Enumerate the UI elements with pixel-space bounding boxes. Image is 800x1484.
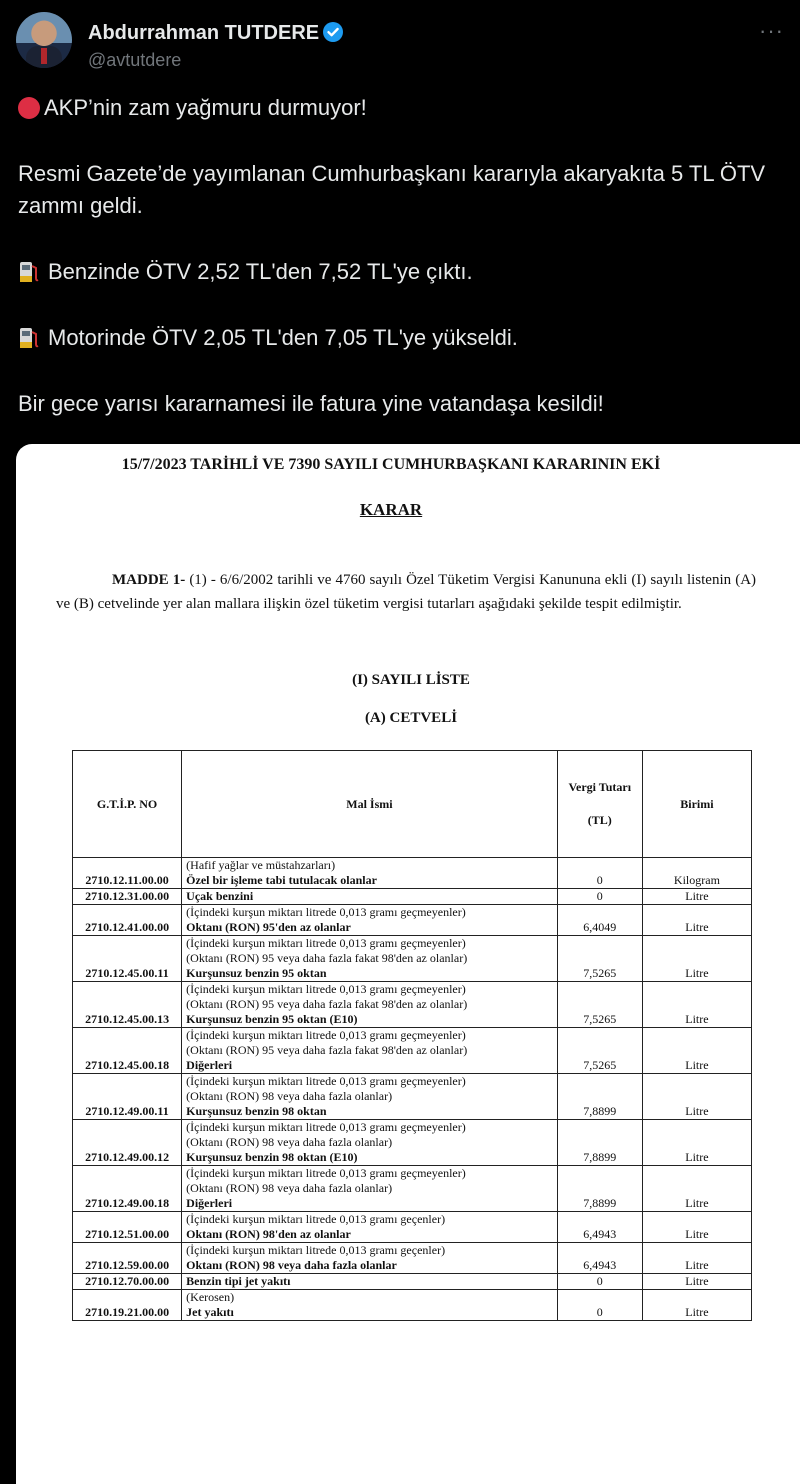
item-name-cell <box>182 1074 558 1120</box>
more-options-icon[interactable]: ··· <box>759 18 784 43</box>
fuel-pump-icon <box>18 326 40 350</box>
author-name[interactable]: Abdurrahman TUTDERE <box>88 22 320 44</box>
item-name: Kurşunsuz benzin 95 oktan <box>186 966 327 980</box>
unit: Litre <box>642 1166 751 1212</box>
avatar-tie <box>41 48 47 64</box>
item-name: Oktanı (RON) 95'den az olanlar <box>186 920 351 934</box>
item-name: Kurşunsuz benzin 98 oktan (E10) <box>186 1150 358 1164</box>
gtip-number: 2710.12.59.00.00 <box>73 1243 182 1274</box>
table-row <box>73 1290 752 1321</box>
tweet-line-3 <box>18 256 788 288</box>
item-subtitle: (İçindeki kurşun miktarı litrede 0,013 gramı geçmeyenler) <box>186 936 466 950</box>
header-birim: Birimi <box>642 751 751 858</box>
tweet-line-5: Bir gece yarısı kararnamesi ile fatura yine vatandaşa kesildi! <box>18 391 604 416</box>
unit: Litre <box>642 1274 751 1290</box>
tweet-line-4-text: Motorinde ÖTV 2,05 TL'den 7,05 TL'ye yükseldi. <box>48 325 518 350</box>
tax-amount: 0 <box>557 1274 642 1290</box>
attached-document-image[interactable] <box>16 444 800 1484</box>
gtip-number: 2710.12.49.00.12 <box>73 1120 182 1166</box>
table-row <box>73 1274 752 1290</box>
tax-amount: 7,5265 <box>557 1028 642 1074</box>
item-subtitle: (Oktanı (RON) 98 veya daha fazla olanlar) <box>186 1089 393 1103</box>
item-name: Özel bir işleme tabi tutulacak olanlar <box>186 873 377 887</box>
tax-amount: 7,5265 <box>557 936 642 982</box>
table-row <box>73 1243 752 1274</box>
item-subtitle: (İçindeki kurşun miktarı litrede 0,013 gramı geçmeyenler) <box>186 1166 466 1180</box>
table-row <box>73 1212 752 1243</box>
item-name-cell <box>182 1212 558 1243</box>
item-subtitle: (Oktanı (RON) 95 veya daha fazla fakat 98'den az olanlar) <box>186 951 468 965</box>
gtip-number: 2710.12.45.00.11 <box>73 936 182 982</box>
fuel-pump-icon <box>18 260 40 284</box>
document-title: 15/7/2023 TARİHLİ VE 7390 SAYILI CUMHURBAŞKANI KARARININ EKİ <box>121 456 661 473</box>
item-name-cell <box>182 1120 558 1166</box>
tax-amount: 6,4943 <box>557 1243 642 1274</box>
table-row <box>73 936 752 982</box>
item-subtitle: (Kerosen) <box>186 1290 235 1304</box>
tweet-line-1-text: AKP’nin zam yağmuru durmuyor! <box>44 95 367 120</box>
unit: Litre <box>642 982 751 1028</box>
item-name: Kurşunsuz benzin 95 oktan (E10) <box>186 1012 358 1026</box>
madde-text: (1) - 6/6/2002 tarihli ve 4760 sayılı Özel Tüketim Vergisi Kanununa ekli (I) sayılı listenin (A) ve (B) cetvelinde yer alan mallara ilişkin özel tüketim vergisi tutarları aşağıdaki şekilde tespit edilmiştir. <box>56 572 757 612</box>
item-subtitle: (Oktanı (RON) 98 veya daha fazla olanlar) <box>186 1135 393 1149</box>
item-name: Oktanı (RON) 98 veya daha fazla olanlar <box>186 1258 397 1272</box>
tweet-line-1 <box>18 92 788 124</box>
table-row <box>73 1120 752 1166</box>
document-karar: KARAR <box>359 500 423 519</box>
unit: Litre <box>642 1243 751 1274</box>
item-subtitle: (İçindeki kurşun miktarı litrede 0,013 gramı geçmeyenler) <box>186 1074 466 1088</box>
item-name-cell <box>182 982 558 1028</box>
unit: Litre <box>642 1290 751 1321</box>
tax-amount: 7,8899 <box>557 1120 642 1166</box>
table-header-row <box>73 751 752 858</box>
unit: Litre <box>642 1120 751 1166</box>
item-name-cell <box>182 858 558 889</box>
table-row <box>73 889 752 905</box>
item-name-cell <box>182 905 558 936</box>
header-vergi-line2: (TL) <box>587 813 612 827</box>
item-subtitle: (İçindeki kurşun miktarı litrede 0,013 gramı geçmeyenler) <box>186 982 466 996</box>
gtip-number: 2710.12.51.00.00 <box>73 1212 182 1243</box>
unit: Litre <box>642 936 751 982</box>
table-row <box>73 1028 752 1074</box>
unit: Litre <box>642 889 751 905</box>
header-vergi <box>557 751 642 858</box>
gtip-number: 2710.12.45.00.13 <box>73 982 182 1028</box>
gtip-number: 2710.12.45.00.18 <box>73 1028 182 1074</box>
unit: Kilogram <box>642 858 751 889</box>
gtip-number: 2710.12.70.00.00 <box>73 1274 182 1290</box>
unit: Litre <box>642 1074 751 1120</box>
tweet-line-3-text: Benzinde ÖTV 2,52 TL'den 7,52 TL'ye çıktı. <box>48 259 473 284</box>
tax-amount: 6,4943 <box>557 1212 642 1243</box>
table-row <box>73 905 752 936</box>
tax-amount: 6,4049 <box>557 905 642 936</box>
item-subtitle: (Oktanı (RON) 95 veya daha fazla fakat 98'den az olanlar) <box>186 997 468 1011</box>
tweet-header <box>16 12 784 72</box>
item-subtitle: (Oktanı (RON) 98 veya daha fazla olanlar) <box>186 1181 393 1195</box>
header-vergi-line1: Vergi Tutarı <box>568 780 632 794</box>
unit: Litre <box>642 905 751 936</box>
tax-amount: 0 <box>557 889 642 905</box>
madde-label: MADDE 1- <box>112 572 186 588</box>
tax-amount: 0 <box>557 858 642 889</box>
document-liste: (I) SAYILI LİSTE <box>352 672 470 688</box>
item-subtitle: (Oktanı (RON) 95 veya daha fazla fakat 98'den az olanlar) <box>186 1043 468 1057</box>
tweet-line-4 <box>18 322 788 354</box>
header-gtip: G.T.İ.P. NO <box>73 751 182 858</box>
red-circle-icon <box>18 97 40 119</box>
item-name-cell <box>182 1028 558 1074</box>
unit: Litre <box>642 1028 751 1074</box>
item-name: Jet yakıtı <box>186 1305 234 1319</box>
item-name: Kurşunsuz benzin 98 oktan <box>186 1104 327 1118</box>
item-name-cell <box>182 1166 558 1212</box>
header-mal: Mal İsmi <box>182 751 558 858</box>
tax-amount: 7,5265 <box>557 982 642 1028</box>
tax-amount: 7,8899 <box>557 1074 642 1120</box>
unit: Litre <box>642 1212 751 1243</box>
item-subtitle: (İçindeki kurşun miktarı litrede 0,013 gramı geçenler) <box>186 1212 446 1226</box>
gtip-number: 2710.12.49.00.18 <box>73 1166 182 1212</box>
author-name-row[interactable] <box>88 22 343 45</box>
author-handle[interactable]: @avtutdere <box>88 50 182 70</box>
tax-table <box>72 750 752 1321</box>
avatar[interactable] <box>16 12 72 68</box>
document-madde <box>56 568 756 616</box>
item-name-cell <box>182 1274 558 1290</box>
item-name-cell <box>182 1290 558 1321</box>
verified-badge-icon <box>323 22 343 42</box>
table-row <box>73 858 752 889</box>
item-subtitle: (İçindeki kurşun miktarı litrede 0,013 gramı geçmeyenler) <box>186 905 466 919</box>
gtip-number: 2710.12.41.00.00 <box>73 905 182 936</box>
gtip-number: 2710.12.11.00.00 <box>73 858 182 889</box>
item-name: Uçak benzini <box>186 889 254 903</box>
gtip-number: 2710.12.31.00.00 <box>73 889 182 905</box>
table-row <box>73 982 752 1028</box>
tax-amount: 0 <box>557 1290 642 1321</box>
table-row <box>73 1166 752 1212</box>
item-name-cell <box>182 889 558 905</box>
tax-amount: 7,8899 <box>557 1166 642 1212</box>
item-name-cell <box>182 1243 558 1274</box>
item-name: Benzin tipi jet yakıtı <box>186 1274 291 1288</box>
item-subtitle: (İçindeki kurşun miktarı litrede 0,013 gramı geçmeyenler) <box>186 1028 466 1042</box>
item-subtitle: (İçindeki kurşun miktarı litrede 0,013 gramı geçenler) <box>186 1243 446 1257</box>
gtip-number: 2710.19.21.00.00 <box>73 1290 182 1321</box>
item-name: Oktanı (RON) 98'den az olanlar <box>186 1227 351 1241</box>
item-name: Diğerleri <box>186 1058 233 1072</box>
tweet-line-2: Resmi Gazete’de yayımlanan Cumhurbaşkanı kararıyla akaryakıta 5 TL ÖTV zammı geldi. <box>18 161 766 218</box>
item-name: Diğerleri <box>186 1196 233 1210</box>
gtip-number: 2710.12.49.00.11 <box>73 1074 182 1120</box>
tweet-body <box>18 92 788 420</box>
table-row <box>73 1074 752 1120</box>
item-subtitle: (İçindeki kurşun miktarı litrede 0,013 gramı geçmeyenler) <box>186 1120 466 1134</box>
item-subtitle: (Hafif yağlar ve müstahzarları) <box>186 858 336 872</box>
document-cetvel: (A) CETVELİ <box>364 710 458 726</box>
item-name-cell <box>182 936 558 982</box>
